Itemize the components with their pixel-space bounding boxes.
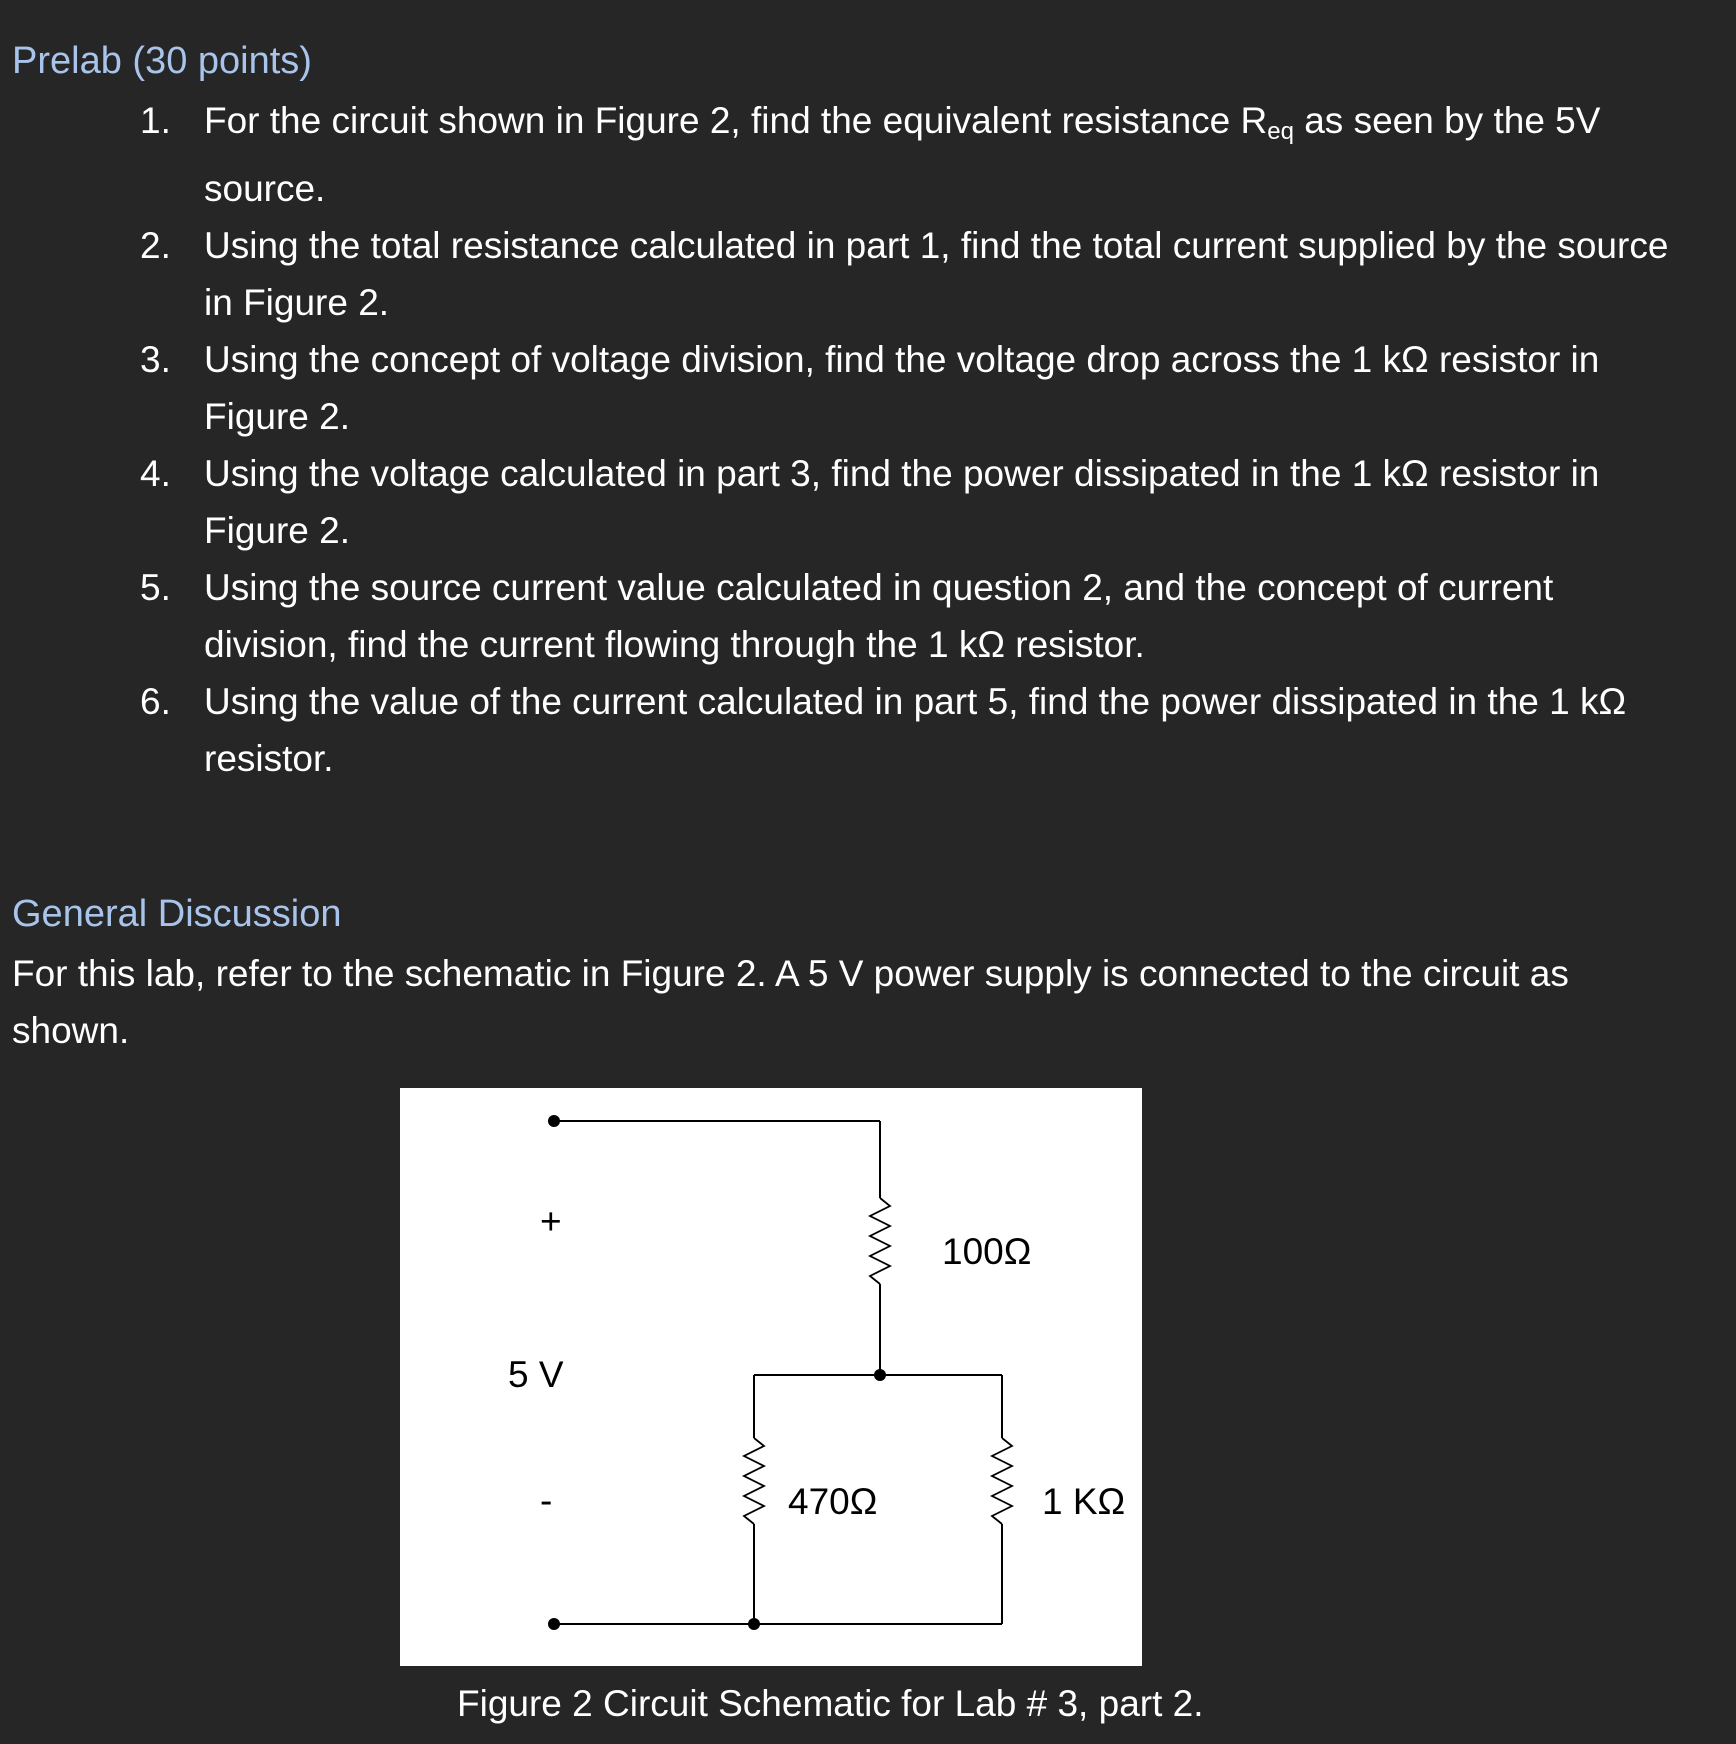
question-number: 2. xyxy=(140,225,171,266)
resistor-470-ohm xyxy=(744,1438,764,1524)
question-number: 3. xyxy=(140,339,171,380)
minus-label: - xyxy=(540,1480,553,1521)
question-number: 4. xyxy=(140,453,171,494)
figure-caption: Figure 2 Circuit Schematic for Lab # 3, part 2. xyxy=(457,1683,1204,1724)
question-item xyxy=(0,673,1736,787)
question-item xyxy=(0,559,1736,673)
circuit-schematic xyxy=(400,1088,1142,1666)
question-text: Using the source current value calculated in question 2, and the concept of current division, find the current flowing through the 1 kΩ resistor. xyxy=(204,567,1554,665)
question-item xyxy=(0,217,1736,331)
req-subscript: eq xyxy=(1267,118,1294,145)
question-text: For the circuit shown in Figure 2, find the equivalent resistance $R_{eq}$ as seen by the 5V source. xyxy=(204,100,1601,209)
prelab-heading: Prelab (30 points) xyxy=(12,40,312,82)
r-left-label: 470Ω xyxy=(788,1481,878,1522)
source-label: 5 V xyxy=(508,1354,564,1395)
question-text: Using the voltage calculated in part 3, find the power dissipated in the 1 kΩ resistor in Figure 2. xyxy=(204,453,1600,551)
r-right-label: 1 KΩ xyxy=(1042,1481,1126,1522)
question-item xyxy=(0,92,1736,217)
junction-node-top xyxy=(874,1369,886,1381)
resistor-100-ohm xyxy=(870,1198,890,1284)
question-number: 5. xyxy=(140,567,171,608)
discussion-body: For this lab, refer to the schematic in Figure 2. A 5 V power supply is connected to the circuit as shown. xyxy=(12,953,1569,1051)
question-text: Using the total resistance calculated in part 1, find the total current supplied by the source in Figure 2. xyxy=(204,225,1669,323)
question-number: 1. xyxy=(140,100,171,141)
junction-node-bottom xyxy=(748,1618,760,1630)
resistor-1k-ohm xyxy=(992,1438,1012,1524)
terminal-top-node xyxy=(548,1115,560,1127)
question-text: Using the concept of voltage division, find the voltage drop across the 1 kΩ resistor in Figure 2. xyxy=(204,339,1600,437)
question-item xyxy=(0,331,1736,445)
question-number: 6. xyxy=(140,681,171,722)
question-text: Using the value of the current calculated in part 5, find the power dissipated in the 1 kΩ resistor. xyxy=(204,681,1627,779)
discussion-heading: General Discussion xyxy=(12,893,342,935)
r-series-label: 100Ω xyxy=(942,1231,1032,1272)
question-item xyxy=(0,445,1736,559)
prelab-question-list xyxy=(0,92,1736,787)
plus-label: + xyxy=(540,1201,562,1242)
terminal-bottom-node xyxy=(548,1618,560,1630)
